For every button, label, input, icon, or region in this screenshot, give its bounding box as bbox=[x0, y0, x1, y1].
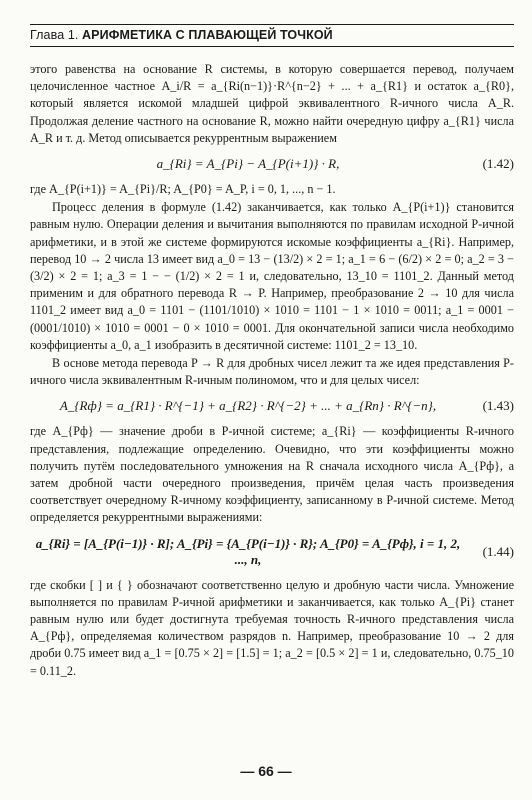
formula-1-42 bbox=[30, 156, 514, 172]
formula-1-42-number: (1.42) bbox=[482, 156, 514, 172]
formula-1-43 bbox=[30, 398, 514, 414]
formula-1-44-number: (1.44) bbox=[482, 543, 514, 559]
chapter-title: АРИФМЕТИКА С ПЛАВАЮЩЕЙ ТОЧКОЙ bbox=[82, 28, 333, 42]
paragraph-3: Процесс деления в формуле (1.42) заканчивается, как только A_{P(i+1)} становится равным нулю. Операции деления и вычитания выполняются по правилам исходной P-ичной арифметики, и в этой же системе формируются искомые коэффициенты a_{Ri}. Например, перевод 10 → 2 числа 13 имеет вид a_0 = 13 − (13/2) × 2 = 1; a_1 = 6 − (6/2) × 2 = 0; a_2 = 3 − (3/2) × 2 = 1; a_3 = 1 − − (1/2) × 2 = 1 и, следовательно, 13_10 = 1101_2. Данный метод применим и для обратного перевода R → P. Например, преобразование 2 → 10 для числа 1101_2 имеет вид a_0 = 1101 − (1101/1010) × 1010 = 1101 − 1 × 1010 = 0011; a_1 = 0001 − (0001/1010) × 1010 = 0001 − 0 × 1010 = 0001. Для окончательной записи числа необходимо коэффициенты a_0, a_1 изобразить в десятичной системе: 1101_2 = 13_10. bbox=[30, 200, 514, 352]
chapter-label: Глава 1. bbox=[30, 28, 79, 42]
formula-1-44-expression: a_{Ri} = [A_{P(i−1)} · R]; A_{Pi} = {A_{P(i−1)} · R}; A_{P0} = A_{Pф}, i = 1, 2, ..., n, bbox=[35, 535, 461, 567]
page-body bbox=[30, 61, 514, 681]
formula-1-43-number: (1.43) bbox=[482, 398, 514, 414]
paragraph-1: этого равенства на основание R системы, в которую совершается перевод, получаем целочисленное частное A_i/R = a_{Ri(n−1)}·R^{n−2} + ... + a_{R1} и остаток a_{R0}, который является искомой младшей цифрой эквивалентного R-ичного числа A_R. Продолжая деление частного на основание R, можно найти очередную цифру a_{R1} числа A_R и т. д. Метод описывается рекуррентным выражением bbox=[30, 62, 514, 145]
running-header bbox=[30, 24, 514, 47]
formula-1-42-expression: a_{Ri} = A_{Pi} − A_{P(i+1)} · R, bbox=[156, 156, 340, 172]
formula-1-44 bbox=[30, 536, 514, 568]
formula-1-43-expression: A_{Rф} = a_{R1} · R^{−1} + a_{R2} · R^{−2} + ... + a_{Rn} · R^{−n}, bbox=[59, 398, 437, 414]
paragraph-4: В основе метода перевода P → R для дробных чисел лежит та же идея представления P-ичного числа эквивалентным R-ичным полиномом, что и для целых чисел: bbox=[30, 356, 514, 388]
paragraph-5: где A_{Pф} — значение дроби в P-ичной системе; a_{Ri} — коэффициенты R-ичного представления, подлежащие определению. Очевидно, что эти коэффициенты можно получить путём последовательного умножения на R сначала исходного числа A_{Pф}, а затем дробной части очередного произведения, причём целая часть произведения соответствует очередному R-ичному коэффициенту, записанному в P-ичной системе. Метод определяется рекуррентными выражениями: bbox=[30, 424, 514, 525]
page-number: — 66 — bbox=[240, 763, 292, 779]
paragraph-2: где A_{P(i+1)} = A_{Pi}/R; A_{P0} = A_P, i = 0, 1, ..., n − 1. bbox=[30, 182, 336, 197]
paragraph-6: где скобки [ ] и { } обозначают соответственно целую и дробную части числа. Умножение выполняется по правилам P-ичной арифметики и заканчивается, как только A_{Pi} станет равным нулю или будет достигнута требуемая точность R-ичного представления числа A_{Pф}, определяемая количеством разрядов n. Например, преобразование 10 → 2 для дроби 0.75 имеет вид a_1 = [0.75 × 2] = [1.5] = 1; a_2 = [0.5 × 2] = 1 и, следовательно, 0.75_10 = 0.11_2. bbox=[30, 577, 514, 678]
